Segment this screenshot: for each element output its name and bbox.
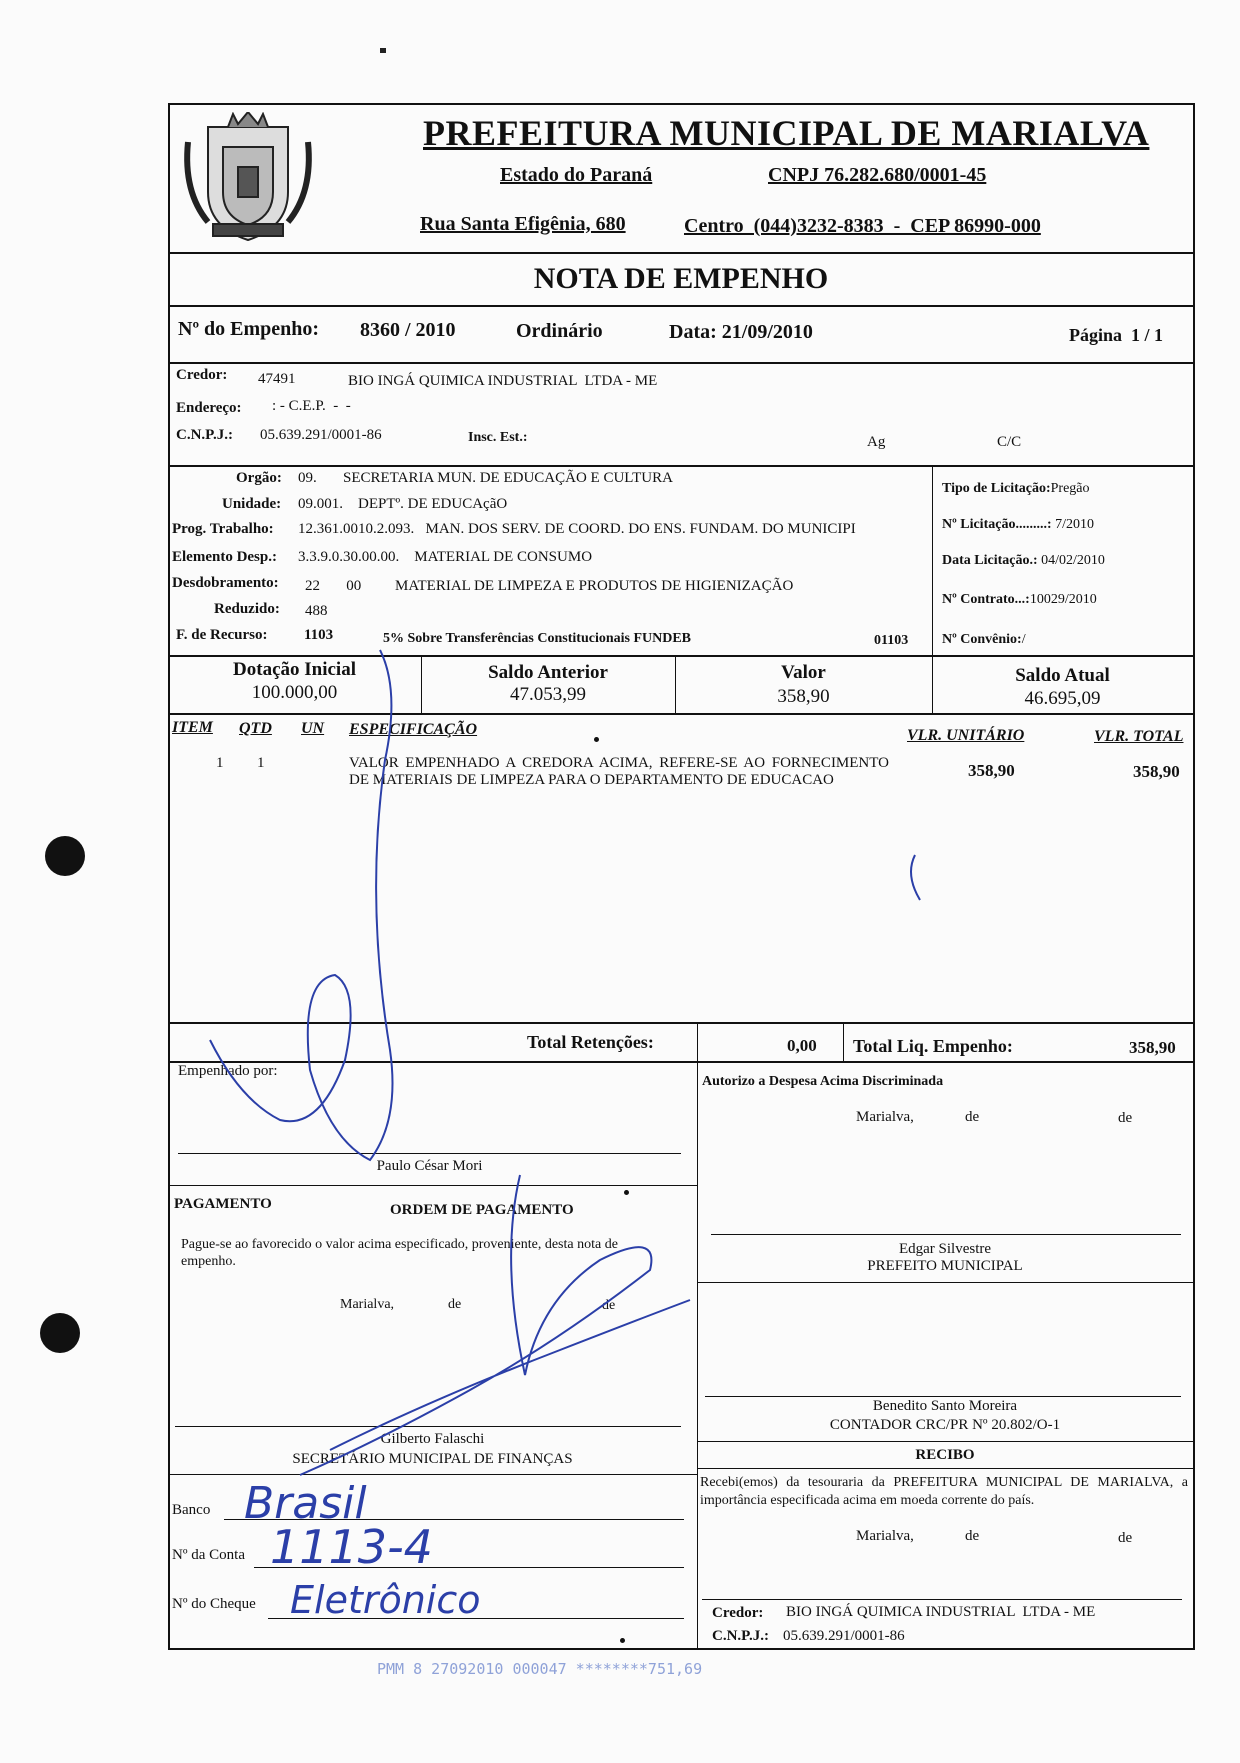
contador-line (705, 1396, 1181, 1397)
reduzido-value: 488 (305, 603, 328, 619)
autorizo-role: PREFEITO MUNICIPAL (867, 1258, 1023, 1274)
retencoes-value: 0,00 (787, 1036, 817, 1055)
banco-label: Banco (172, 1502, 211, 1518)
col-un: UN (301, 720, 325, 737)
conta-label: Nº da Conta (172, 1547, 245, 1563)
lower-split (697, 1061, 698, 1648)
frame-top (168, 103, 1195, 105)
signature-gilberto (300, 1175, 690, 1475)
convenio: Nº Convênio:/ (942, 632, 1026, 647)
reduzido-label: Reduzido: (214, 601, 280, 617)
credor-code: 47491 (258, 371, 296, 387)
endereco-value: : - C.E.P. - - (272, 398, 351, 414)
bullet-mark (620, 1638, 625, 1643)
ordem-pagamento-label: ORDEM DE PAGAMENTO (390, 1202, 574, 1218)
scan-speck (380, 48, 386, 53)
pagamento-divider (168, 1474, 697, 1475)
pagamento-city: Marialva, (340, 1297, 395, 1312)
pagamento-text: Pague-se ao favorecido o valor acima especificado, proveniente, desta nota de empenho. (181, 1237, 618, 1269)
empenho-type: Ordinário (516, 320, 603, 342)
page-indicator: Página 1 / 1 (1069, 325, 1164, 345)
tipo-licitacao-label: Tipo de Licitação:Pregão (942, 481, 1090, 496)
item-qtd: 1 (257, 755, 265, 771)
cnpj-credor-value: 05.639.291/0001-86 (260, 427, 382, 443)
autorizo-de2: de (1118, 1110, 1133, 1126)
recurso-code2: 01103 (874, 633, 909, 648)
elemento-value: 3.3.9.0.30.00.00. MATERIAL DE CONSUMO (298, 549, 593, 565)
frame-bottom (168, 1648, 1195, 1650)
unidade-label: Unidade: (222, 496, 282, 512)
recibo-text: Recebi(emos) da tesouraria da PREFEITURA MUNICIPAL DE MARIALVA, a importância especificada acima em moeda corrente do país. (700, 1475, 1188, 1508)
contrato: Nº Contrato...:10029/2010 (942, 592, 1097, 607)
contador-divider (697, 1441, 1195, 1442)
class-divider (168, 655, 1195, 657)
recurso-code: 1103 (304, 627, 334, 643)
numero-licitacao: Nº Licitação.........: 7/2010 (942, 517, 1094, 532)
cc-label: C/C (997, 434, 1022, 450)
address-street: Rua Santa Efigênia, 680 (420, 213, 626, 235)
recibo-cnpj-label: C.N.P.J.: (712, 1628, 769, 1644)
recibo-credor-value: BIO INGÁ QUIMICA INDUSTRIAL LTDA - ME (786, 1604, 1096, 1620)
recibo-city: Marialva, (856, 1528, 914, 1544)
dotacao-label: Dotação Inicial (233, 659, 356, 680)
pagamento-role: SECRETÁRIO MUNICIPAL DE FINANÇAS (292, 1451, 573, 1467)
credor-name: BIO INGÁ QUIMICA INDUSTRIAL LTDA - ME (348, 373, 658, 389)
totals-divider (168, 1061, 1195, 1063)
autorizo-de1: de (965, 1109, 980, 1125)
valor-label: Valor (781, 662, 826, 683)
cheque-label: Nº do Cheque (172, 1596, 256, 1612)
bullet-mark (624, 1190, 629, 1195)
empenho-label: Nº do Empenho: (178, 318, 320, 340)
title-divider (168, 305, 1195, 307)
col-qtd: QTD (239, 720, 272, 737)
autorizo-divider (697, 1282, 1195, 1283)
col-vlr-unitario: VLR. UNITÁRIO (907, 727, 1025, 744)
retencoes-label: Total Retenções: (527, 1032, 654, 1052)
item-number: 1 (216, 755, 224, 771)
ag-label: Ag (867, 434, 886, 450)
recibo-title-divider (697, 1468, 1195, 1469)
signature-edgar (911, 855, 920, 900)
cnpj-label: CNPJ 76.282.680/0001-45 (768, 164, 987, 186)
orgao-value: 09. SECRETARIA MUN. DE EDUCAÇÃO E CULTURA (298, 470, 673, 486)
address-rest: Centro (044)3232-8383 - CEP 86990-000 (684, 215, 1041, 237)
recibo-title: RECIBO (915, 1447, 975, 1463)
autorizo-line (711, 1234, 1181, 1235)
empenhado-label: Empenhado por: (178, 1063, 278, 1079)
data-licitacao: Data Licitação.: 04/02/2010 (942, 553, 1105, 568)
pagamento-label: PAGAMENTO (174, 1196, 272, 1212)
empenho-date: Data: 21/09/2010 (669, 321, 813, 343)
autorizo-name: Edgar Silvestre (898, 1241, 992, 1257)
frame-right (1193, 103, 1195, 1650)
item-vlr-unitario: 358,90 (968, 761, 1015, 780)
logo-divider (168, 103, 170, 253)
pagamento-de2: de (602, 1298, 616, 1313)
elemento-label: Elemento Desp.: (172, 549, 277, 565)
credor-label: Credor: (176, 367, 228, 383)
pagamento-name: Gilberto Falaschi (380, 1431, 485, 1447)
autorizo-city: Marialva, (856, 1109, 914, 1125)
contador-role: CONTADOR CRC/PR Nº 20.802/O-1 (829, 1417, 1061, 1433)
item-vlr-total: 358,90 (1133, 762, 1180, 781)
credor-divider (168, 465, 1195, 467)
banco-handwritten: Brasil (244, 1478, 367, 1529)
insc-est-label: Insc. Est.: (468, 430, 528, 445)
prog-label: Prog. Trabalho: (172, 521, 274, 537)
desdobramento-label: Desdobramento: (172, 575, 279, 591)
saldo-divider (168, 713, 1195, 715)
recibo-de2: de (1118, 1530, 1133, 1546)
conta-handwritten: 1113-4 (270, 1520, 433, 1574)
item-especificacao: VALOR EMPENHADO A CREDORA ACIMA, REFERE-SE AO FORNECIMENTO DE MATERIAIS DE LIMPEZA PARA O DEPARTAMENTO DE EDUCACAO (349, 755, 889, 788)
cnpj-credor-label: C.N.P.J.: (176, 427, 233, 443)
recibo-line (702, 1599, 1182, 1600)
recibo-credor-label: Credor: (712, 1605, 764, 1621)
liquido-value: 358,90 (1129, 1038, 1176, 1057)
empenho-number: 8360 / 2010 (360, 319, 456, 341)
col-vlr-total: VLR. TOTAL (1094, 728, 1184, 745)
saldo-atual-label: Saldo Atual (1015, 665, 1110, 686)
pagamento-de1: de (448, 1297, 462, 1312)
pagamento-line (175, 1426, 681, 1427)
recibo-de1: de (965, 1528, 980, 1544)
liquido-label: Total Liq. Empenho: (853, 1036, 1013, 1056)
dotacao-value: 100.000,00 (251, 682, 338, 703)
empenhado-name: Paulo César Mori (376, 1158, 483, 1174)
autorizo-title: Autorizo a Despesa Acima Discriminada (702, 1074, 944, 1089)
saldo-anterior-value: 47.053,99 (510, 684, 586, 705)
page-title: PREFEITURA MUNICIPAL DE MARIALVA (423, 113, 1150, 153)
licitacao-divider (932, 465, 933, 655)
valor-value: 358,90 (777, 686, 830, 707)
recibo-cnpj-value: 05.639.291/0001-86 (783, 1628, 905, 1644)
col-especificacao: ESPECIFICAÇÃO (349, 721, 478, 738)
coat-of-arms-logo (178, 112, 318, 247)
totals-col-2 (843, 1022, 844, 1062)
desdobramento-value: 22 00 MATERIAL DE LIMPEZA E PRODUTOS DE HIGIENIZAÇÃO (305, 578, 794, 594)
orgao-label: Orgão: (236, 470, 282, 486)
empenhado-line (178, 1153, 681, 1154)
saldo-anterior-label: Saldo Anterior (488, 662, 608, 683)
frame-left (168, 103, 170, 1650)
recurso-desc: 5% Sobre Transferências Constitucionais FUNDEB (383, 631, 692, 646)
recurso-label: F. de Recurso: (176, 627, 268, 643)
header-divider (168, 252, 1195, 254)
state-label: Estado do Paraná (500, 164, 653, 186)
empenho-divider (168, 362, 1195, 364)
form-title: NOTA DE EMPENHO (533, 262, 829, 295)
contador-name: Benedito Santo Moreira (872, 1398, 1018, 1414)
col-item: ITEM (172, 719, 213, 736)
empenhado-divider (168, 1185, 697, 1186)
punch-hole (45, 836, 85, 876)
unidade-value: 09.001. DEPTº. DE EDUCAçãO (298, 496, 508, 512)
punch-hole (40, 1313, 80, 1353)
saldo-atual-value: 46.695,09 (1024, 688, 1101, 709)
totals-col (697, 1022, 698, 1062)
processing-stamp: PMM 8 27092010 000047 ********751,69 (377, 1660, 703, 1678)
bullet-mark (594, 737, 599, 742)
cheque-handwritten: Eletrônico (290, 1578, 481, 1622)
items-divider (168, 1022, 1195, 1024)
endereco-label: Endereço: (176, 400, 242, 416)
prog-value: 12.361.0010.2.093. MAN. DOS SERV. DE COORD. DO ENS. FUNDAM. DO MUNICIPI (298, 521, 856, 537)
